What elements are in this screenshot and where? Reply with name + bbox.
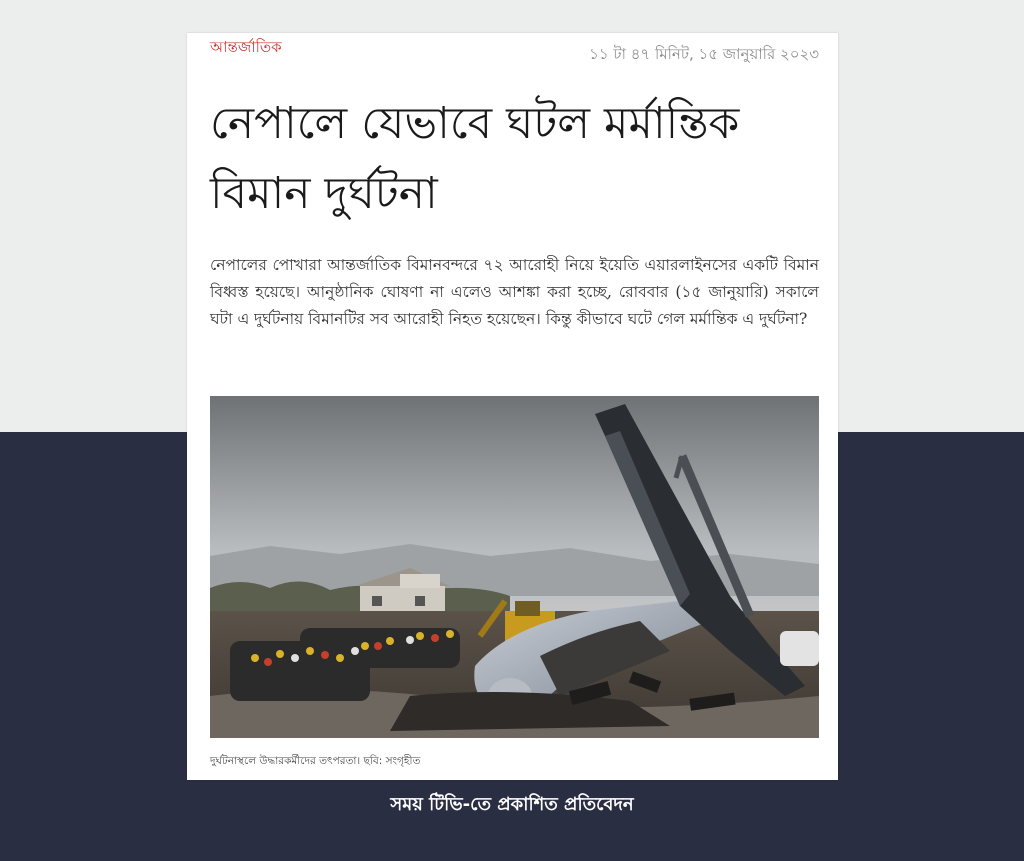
news-article-card [187,33,838,780]
photo-caption: দুর্ঘটনাস্থলে উদ্ধারকর্মীদের তৎপরতা। ছবি: সংগৃহীত [210,755,421,767]
article-headline: নেপালে যেভাবে ঘটল মর্মান্তিক বিমান দুর্ঘটনা [210,98,740,219]
timestamp: ১১ টা ৪৭ মিনিট, ১৫ জানুয়ারি ২০২৩ [589,45,819,63]
article-lede: নেপালের পোখারা আন্তর্জাতিক বিমানবন্দরে ৭২ আরোহী নিয়ে ইয়েতি এয়ারলাইনসের একটি বিমান বিধ্বস্ত হয়েছে। আনুষ্ঠানিক ঘোষণা না এলেও আশঙ্কা করা হচ্ছে, রোববার (১৫ জানুয়ারি) সকালে ঘটা এ দুর্ঘটনায় বিমানটির সব আরোহী নিহত হয়েছেন। কিন্তু কীভাবে ঘটে গেল মর্মান্তিক এ দুর্ঘটনা? [210,256,819,328]
source-footer-label: সময় টিভি-তে প্রকাশিত প্রতিবেদন [390,794,634,815]
crash-site-photo [210,396,819,738]
category-label[interactable]: আন্তর্জাতিক [210,38,282,56]
